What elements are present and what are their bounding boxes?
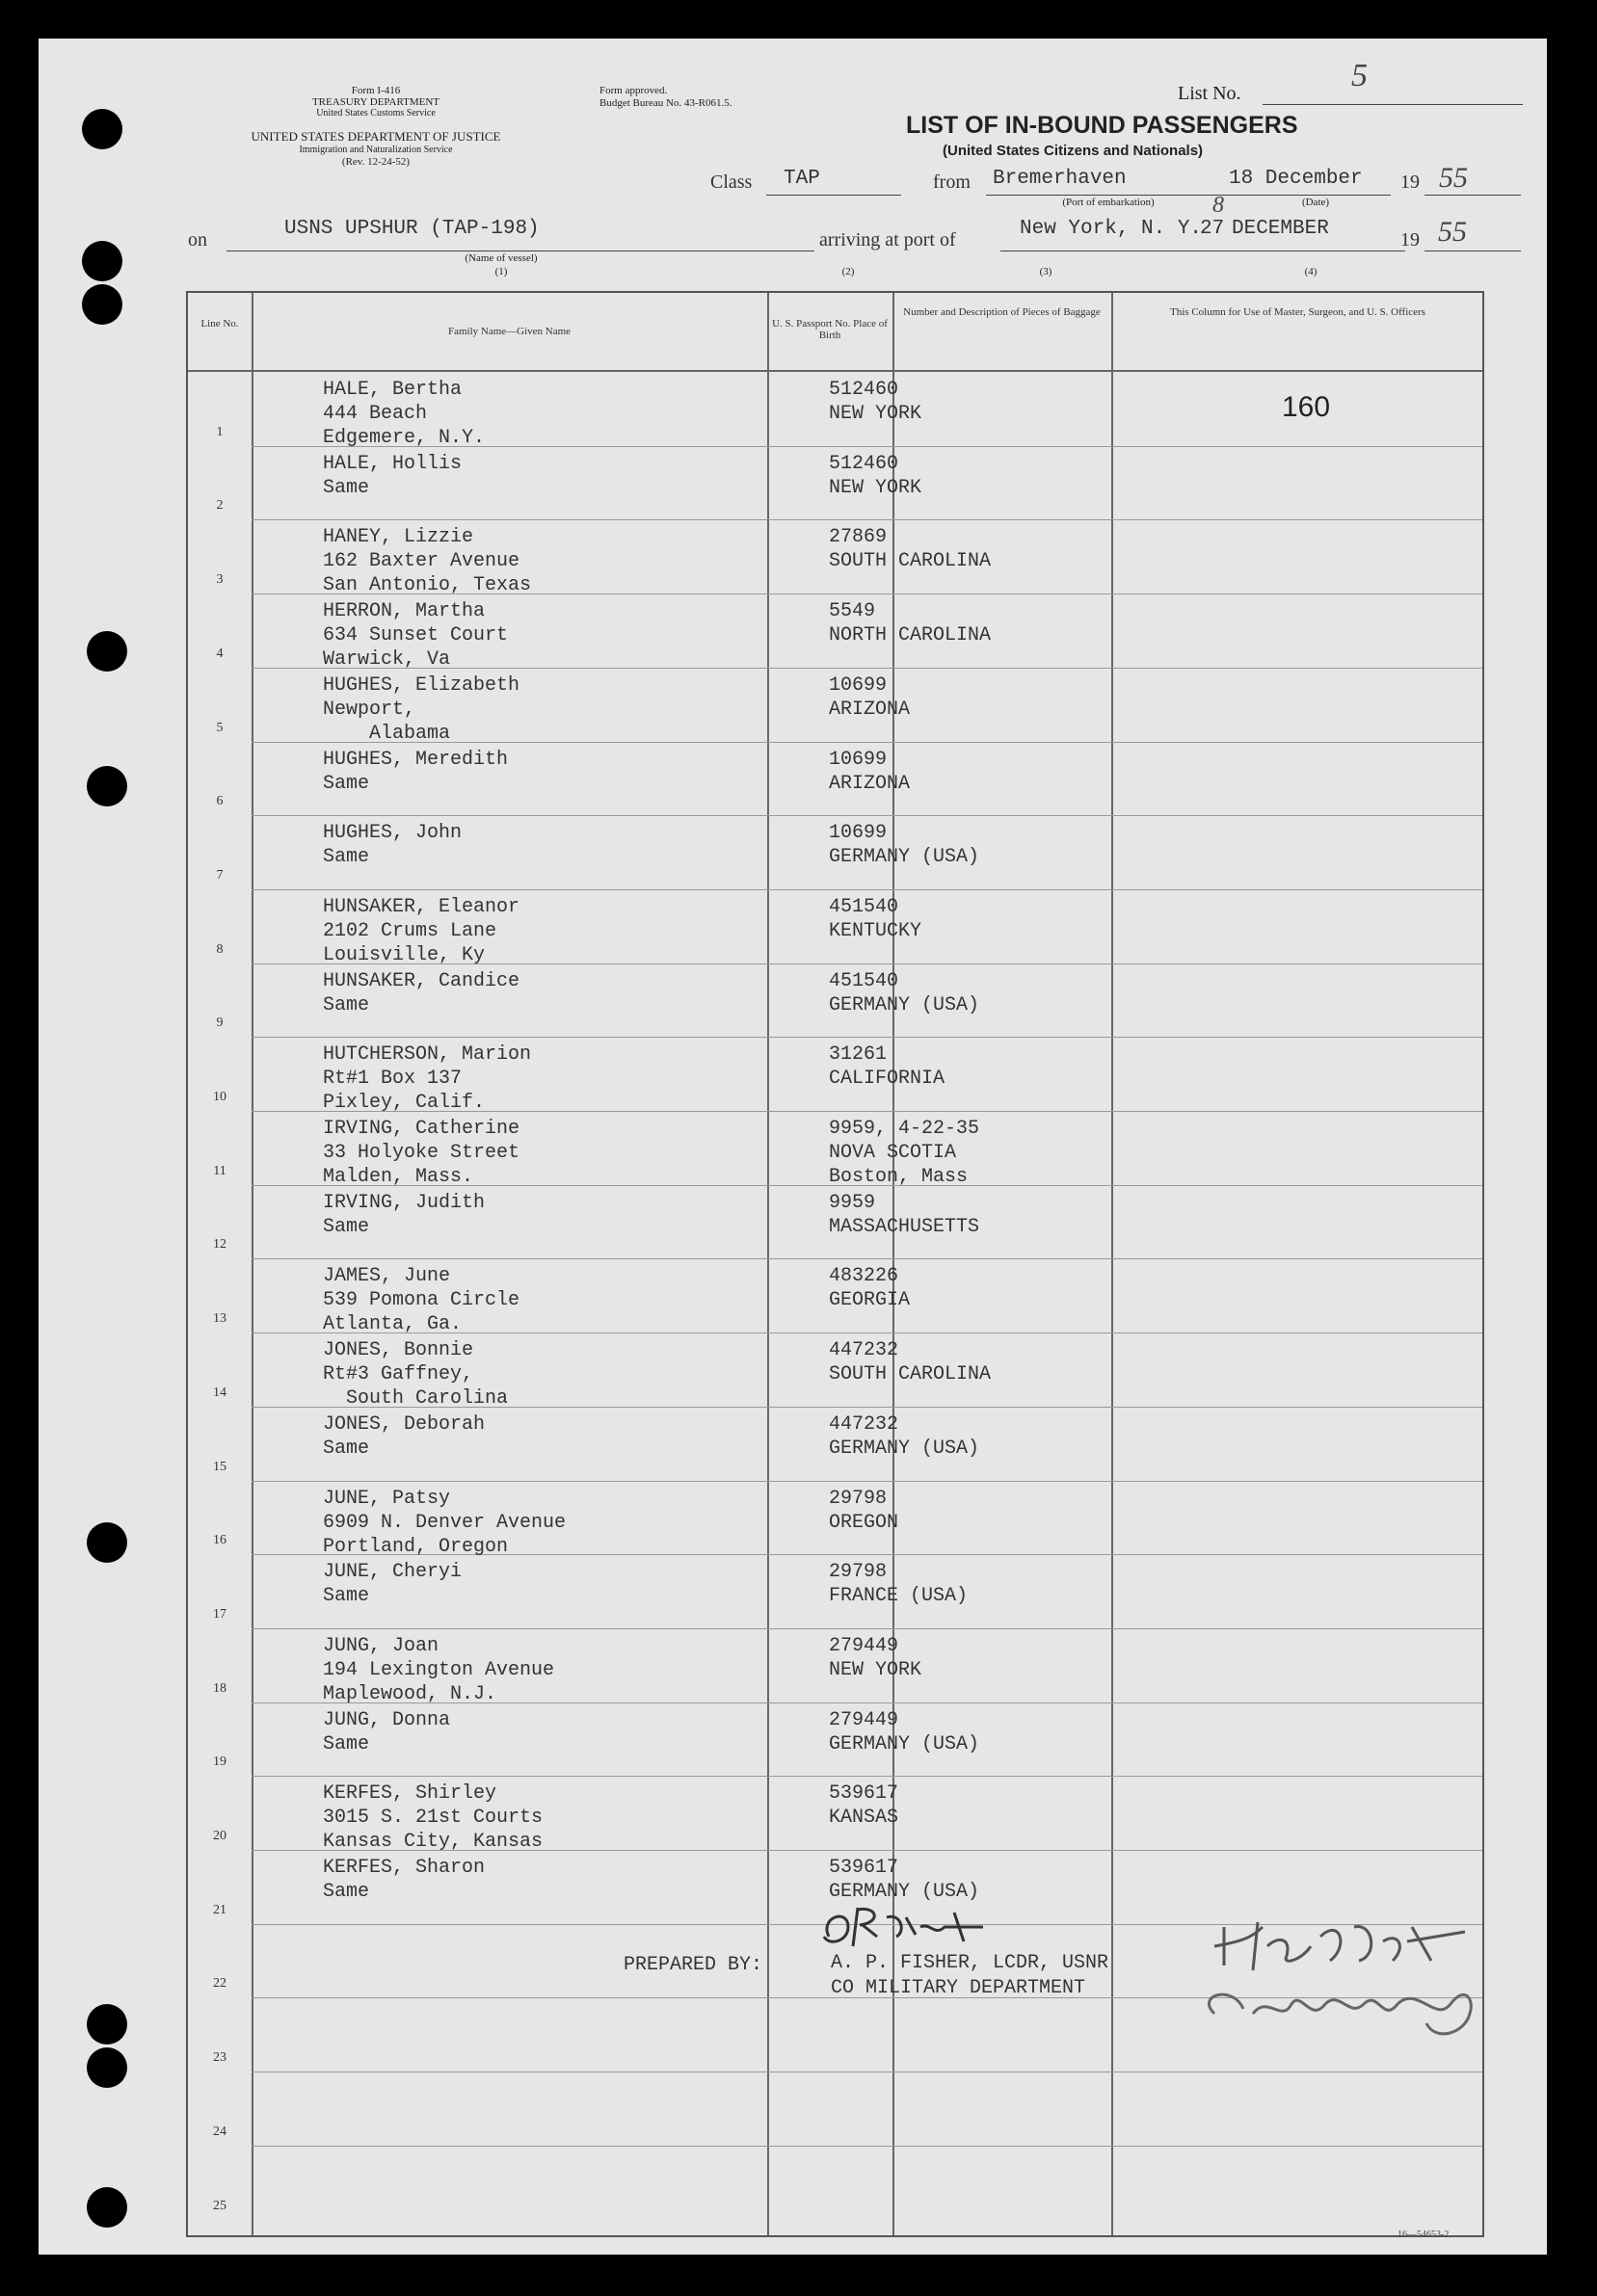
preparer-name: A. P. FISHER, LCDR, USNR — [831, 1952, 1109, 1974]
class-label: Class — [710, 172, 753, 193]
passport-birthplace: 447232 SOUTH CAROLINA — [829, 1339, 992, 1386]
vessel-caption: (Name of vessel) — [465, 252, 538, 264]
line-number: 23 — [213, 2050, 226, 2065]
line-number: 17 — [213, 1607, 226, 1622]
punch-hole — [87, 2004, 127, 2045]
line-number: 10 — [213, 1090, 226, 1104]
form-number: Form I-416 — [351, 85, 401, 96]
line-number: 24 — [213, 2124, 226, 2139]
departure-date: 18 December — [1229, 168, 1363, 190]
officer-note: 160 — [1282, 391, 1331, 423]
passport-birthplace: 10699 ARIZONA — [829, 674, 911, 721]
list-number: 5 — [1351, 58, 1368, 93]
line-number: 22 — [213, 1976, 226, 1991]
punch-hole — [87, 2187, 127, 2228]
row-divider — [252, 1481, 1482, 1482]
customs-service: United States Customs Service — [316, 108, 436, 119]
passenger-name: IRVING, Catherine 33 Holyoke Street Malden, Mass. — [323, 1118, 520, 1188]
line-number: 25 — [213, 2199, 226, 2213]
passport-birthplace: 10699 ARIZONA — [829, 749, 911, 795]
passenger-name: HALE, Bertha 444 Beach Edgemere, N.Y. — [323, 379, 486, 449]
line-number: 4 — [216, 647, 224, 661]
date-caption: (Date) — [1301, 197, 1330, 208]
passport-birthplace: 27869 SOUTH CAROLINA — [829, 526, 992, 572]
line-number: 11 — [213, 1164, 226, 1178]
preparer-dept: CO MILITARY DEPARTMENT — [831, 1977, 1086, 1999]
passport-birthplace: 512460 NEW YORK — [829, 453, 922, 499]
line-number: 21 — [213, 1903, 226, 1917]
form-title: LIST OF IN-BOUND PASSENGERS — [906, 112, 1298, 139]
prepared-by-label: PREPARED BY: — [624, 1954, 763, 1976]
line-number: 13 — [213, 1311, 226, 1326]
line-number: 1 — [216, 425, 224, 439]
col-line-no: Line No. — [200, 318, 239, 330]
passenger-name: HUNSAKER, Eleanor 2102 Crums Lane Louisville, Ky — [323, 896, 520, 966]
col-passport: U. S. Passport No. Place of Birth — [772, 318, 888, 341]
punch-hole — [87, 766, 127, 806]
arrival-month: DECEMBER — [1232, 218, 1329, 240]
passport-birthplace: 279449 NEW YORK — [829, 1635, 922, 1681]
punch-hole — [87, 1522, 127, 1563]
caption-3: (3) — [1039, 266, 1052, 277]
passenger-name: HUNSAKER, Candice Same — [323, 970, 520, 1016]
passenger-name: JUNG, Donna Same — [323, 1709, 451, 1755]
from-label: from — [933, 172, 971, 193]
passenger-name: KERFES, Sharon Same — [323, 1857, 486, 1903]
line-number: 16 — [213, 1533, 226, 1547]
punch-hole — [82, 241, 122, 281]
line-number: 14 — [213, 1386, 226, 1400]
passenger-name: JUNE, Cheryi Same — [323, 1561, 463, 1607]
preparer-signature — [810, 1898, 1079, 1956]
row-divider — [252, 519, 1482, 520]
port-embarkation-caption: (Port of embarkation) — [1062, 197, 1155, 208]
year-prefix: 19 — [1400, 172, 1420, 193]
manifest-page — [39, 39, 1547, 2255]
passport-birthplace: 31261 CALIFORNIA — [829, 1043, 945, 1090]
passport-birthplace: 279449 GERMANY (USA) — [829, 1709, 980, 1755]
arrival-day: 27 — [1200, 218, 1225, 240]
row-divider — [252, 889, 1482, 890]
line-number: 8 — [216, 942, 224, 957]
passport-birthplace: 539617 GERMANY (USA) — [829, 1857, 980, 1903]
budget-bureau: Budget Bureau No. 43-R061.5. — [599, 97, 732, 109]
form-approved: Form approved. — [599, 85, 668, 96]
ins-service: Immigration and Naturalization Service — [299, 145, 453, 155]
line-number: 18 — [213, 1681, 226, 1696]
passport-birthplace: 29798 OREGON — [829, 1488, 899, 1534]
passport-birthplace: 451540 GERMANY (USA) — [829, 970, 980, 1016]
line-number: 5 — [216, 721, 224, 735]
passenger-name: KERFES, Shirley 3015 S. 21st Courts Kansas City, Kansas — [323, 1782, 544, 1853]
passenger-name: JONES, Deborah Same — [323, 1413, 486, 1460]
punch-hole — [82, 284, 122, 325]
passport-birthplace: 483226 GEORGIA — [829, 1265, 911, 1311]
punch-hole — [87, 631, 127, 672]
passport-birthplace: 9959 MASSACHUSETTS — [829, 1192, 980, 1238]
on-label: on — [188, 229, 207, 251]
row-divider — [252, 1628, 1482, 1629]
line-number: 6 — [216, 794, 224, 808]
line-number: 7 — [216, 868, 224, 883]
passenger-name: HUGHES, John Same — [323, 822, 463, 868]
caption-4: (4) — [1304, 266, 1318, 277]
line-number: 9 — [216, 1016, 224, 1030]
arrival-port: New York, N. Y. — [1020, 218, 1203, 240]
officer-signature — [1185, 1908, 1504, 2052]
line-number: 20 — [213, 1829, 226, 1843]
class-value: TAP — [784, 168, 820, 190]
passenger-name: HUTCHERSON, Marion Rt#1 Box 137 Pixley, Calif. — [323, 1043, 532, 1114]
col-officers: This Column for Use of Master, Surgeon, and U. S. Officers — [1170, 306, 1425, 318]
passenger-name: HUGHES, Meredith Same — [323, 749, 509, 795]
embarkation-port: Bremerhaven — [993, 168, 1127, 190]
col-name: Family Name—Given Name — [447, 326, 572, 337]
row-divider — [252, 2146, 1482, 2147]
line-number: 2 — [216, 498, 224, 513]
passenger-name: HERRON, Martha 634 Sunset Court Warwick, Va — [323, 600, 509, 671]
row-divider — [252, 1037, 1482, 1038]
arrival-year-prefix: 19 — [1400, 229, 1420, 251]
line-number: 15 — [213, 1460, 226, 1474]
line-number: 3 — [216, 572, 224, 587]
list-no-label: List No. — [1178, 83, 1241, 104]
passenger-name: JUNG, Joan 194 Lexington Avenue Maplewood, N.J. — [323, 1635, 555, 1705]
form-code: 16—54653-2 — [1397, 2230, 1450, 2240]
passport-birthplace: 451540 KENTUCKY — [829, 896, 922, 942]
justice-dept: UNITED STATES DEPARTMENT OF JUSTICE — [251, 129, 501, 144]
caption-1: (1) — [494, 266, 508, 277]
col-baggage: Number and Description of Pieces of Baggage — [903, 306, 1101, 318]
passenger-name: JONES, Bonnie Rt#3 Gaffney, South Carolina — [323, 1339, 509, 1410]
arrival-year: 55 — [1438, 216, 1467, 248]
passenger-name: IRVING, Judith Same — [323, 1192, 486, 1238]
revision: (Rev. 12-24-52) — [341, 156, 411, 168]
passport-birthplace: 5549 NORTH CAROLINA — [829, 600, 992, 647]
line-number: 12 — [213, 1237, 226, 1252]
vessel-name: USNS UPSHUR (TAP-198) — [284, 218, 540, 240]
treasury-dept: TREASURY DEPARTMENT — [311, 96, 440, 108]
row-divider — [252, 815, 1482, 816]
passport-birthplace: 447232 GERMANY (USA) — [829, 1413, 980, 1460]
passport-birthplace: 512460 NEW YORK — [829, 379, 922, 425]
passport-birthplace: 29798 FRANCE (USA) — [829, 1561, 969, 1607]
passenger-name: HUGHES, Elizabeth Newport, Alabama — [323, 674, 520, 745]
row-divider — [252, 1776, 1482, 1777]
passport-birthplace: 539617 KANSAS — [829, 1782, 899, 1829]
arriving-label: arriving at port of — [819, 229, 956, 251]
passport-birthplace: 10699 GERMANY (USA) — [829, 822, 980, 868]
punch-hole — [87, 2047, 127, 2088]
line-number: 19 — [213, 1755, 226, 1769]
passenger-name: HALE, Hollis Same — [323, 453, 463, 499]
row-divider — [252, 1258, 1482, 1259]
arrival-day-correction: 8 — [1212, 193, 1224, 218]
caption-2: (2) — [841, 266, 855, 277]
passenger-name: HANEY, Lizzie 162 Baxter Avenue San Antonio, Texas — [323, 526, 532, 596]
passenger-name: JAMES, June 539 Pomona Circle Atlanta, Ga. — [323, 1265, 520, 1335]
form-subtitle: (United States Citizens and Nationals) — [943, 143, 1204, 159]
departure-year: 55 — [1439, 162, 1468, 194]
passenger-name: JUNE, Patsy 6909 N. Denver Avenue Portland, Oregon — [323, 1488, 567, 1558]
punch-hole — [82, 109, 122, 149]
passport-birthplace: 9959, 4-22-35 NOVA SCOTIA Boston, Mass — [829, 1118, 980, 1188]
